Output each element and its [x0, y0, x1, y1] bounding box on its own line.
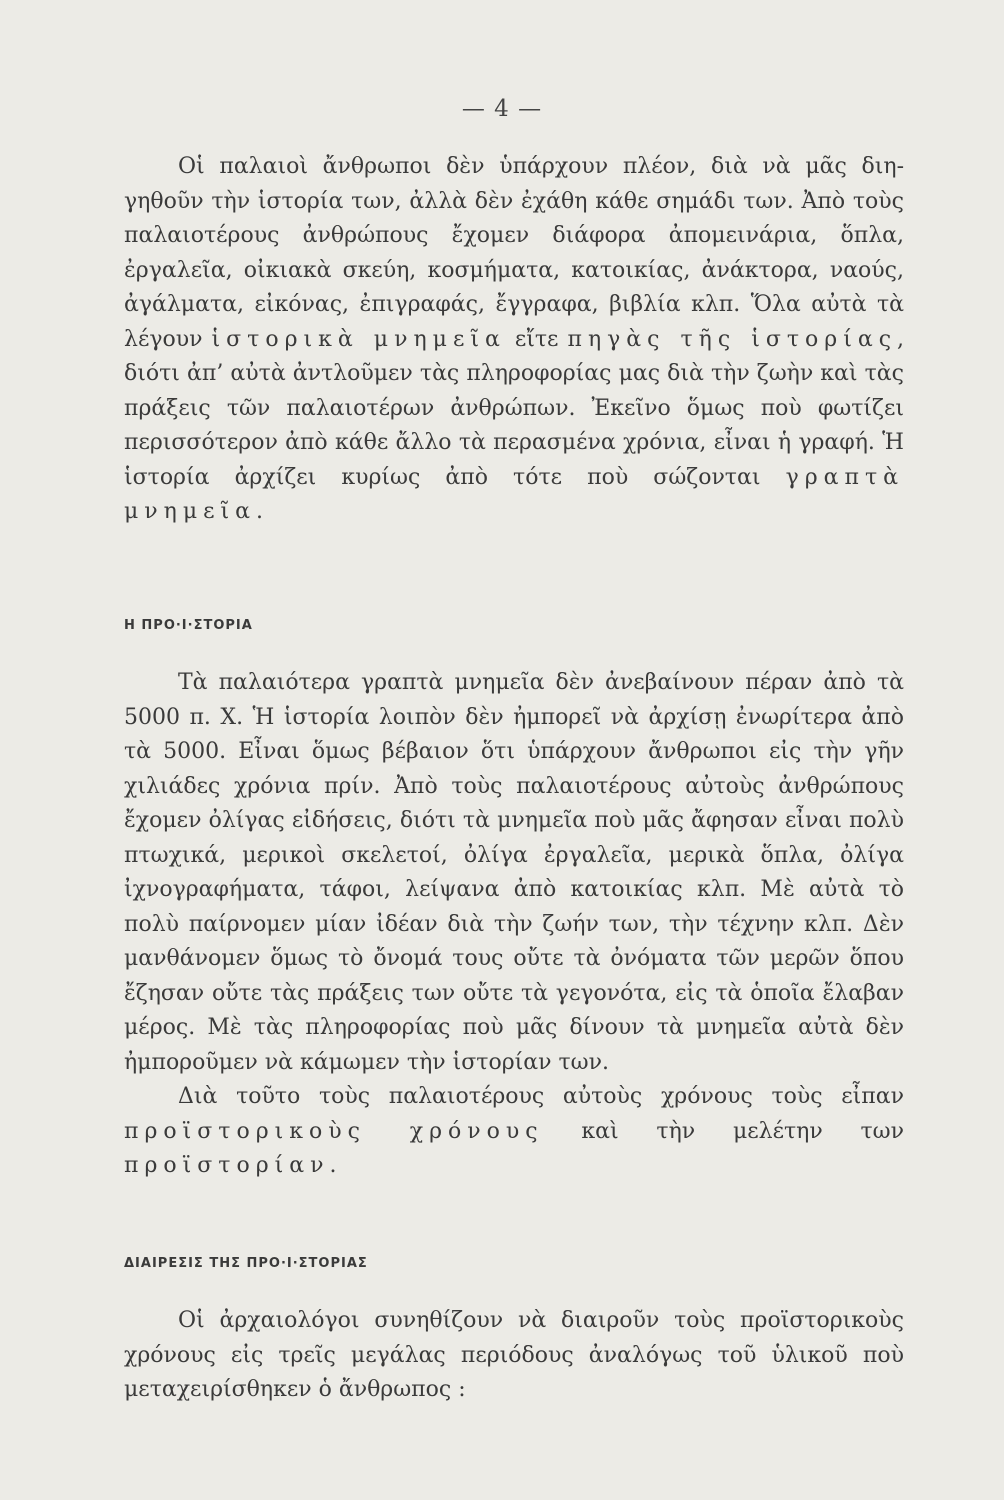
intro-paragraph: [124, 150, 904, 530]
intro-text-end: .: [256, 499, 264, 524]
intro-emphasis-sources-of-history: πηγὰς τῆς ἱστορίας: [567, 326, 898, 352]
prehistory-text-end: .: [329, 1153, 337, 1178]
intro-emphasis-historical-monuments: ἱστορικὰ μνημεῖα: [211, 326, 506, 352]
prehistory-section: [124, 666, 904, 1184]
intro-text-1: Οἱ παλαιοὶ ἄνθρωποι δὲν ὑπάρχουν πλέον, διὰ νὰ μᾶς διηγηθοῦν τὴν ἱστορία των, ἀλλὰ δὲν ἐχάθη κάθε σημάδι των. Ἀπὸ τοὺς παλαιοτέρους ἀνθρώπους ἔχομεν διάφορα ἀπομεινάρια, ὅπλα, ἐργαλεῖα, οἰκιακὰ σκεύη, κοσμήματα, κατοικίας, ἀνάκτορα, ναούς, ἀγάλματα, εἰκόνας, ἐπιγραφάς, ἔγγραφα, βιβλία κλπ. Ὅλα αὐτὰ τὰ λέγουν: [124, 154, 904, 352]
prehistory-heading: Η ΠΡΟ·Ι·ΣΤΟΡΙΑ: [124, 618, 253, 633]
intro-section: [124, 150, 904, 530]
page-number: — 4 —: [461, 96, 543, 122]
divisions-section: [124, 1304, 904, 1408]
prehistory-text-2: καὶ τὴν μελέτην των: [543, 1118, 904, 1144]
prehistory-emphasis-prehistory: προϊστορίαν: [124, 1153, 330, 1178]
prehistory-paragraph-1: Τὰ παλαιότερα γραπτὰ μνημεῖα δὲν ἀνεβαίνουν πέραν ἀπὸ τὰ 5000 π. Χ. Ἡ ἱστορία λοιπὸν δὲν ἠμπορεῖ νὰ ἀρχίσῃ ἐνωρίτερα ἀπὸ τὰ 5000. Εἶναι ὅμως βέβαιον ὅτι ὑπάρχουν ἄνθρωποι εἰς τὴν γῆν χιλιάδες χρόνια πρίν. Ἀπὸ τοὺς παλαιοτέρους αὐτοὺς ἀνθρώπους ἔχομεν ὀλίγας εἰδήσεις, διότι τὰ μνημεῖα ποὺ μᾶς ἄφησαν εἶναι πολὺ πτωχικά, μερικοὶ σκελετοί, ὀλίγα ἐργαλεῖα, μερικὰ ὅπλα, ὀλίγα ἰχνογραφήματα, τάφοι, λείψανα ἀπὸ κατοικίας κλπ. Μὲ αὐτὰ τὸ πολὺ παίρνομεν μίαν ἰδέαν διὰ τὴν ζωήν των, τὴν τέχνην κλπ. Δὲν μανθάνομεν ὅμως τὸ ὄνομά τους οὔτε τὰ ὀνόματα τῶν μερῶν ὅπου ἔζησαν οὔτε τὰς πράξεις των οὔτε τὰ γεγονότα, εἰς τὰ ὁποῖα ἔλαβαν μέρος. Μὲ τὰς πληροφορίας ποὺ μᾶς δίνουν τὰ μνημεῖα αὐτὰ δὲν ἠμποροῦμεν νὰ κάμωμεν τὴν ἱστορίαν των.: [124, 670, 904, 1075]
prehistory-text-1: Διὰ τοῦτο τοὺς παλαιοτέρους αὐτοὺς χρόνους τοὺς εἶπαν: [178, 1084, 904, 1109]
prehistory-emphasis-prehistoric-times: προϊστορικοὺς χρόνους: [124, 1118, 544, 1144]
divisions-paragraph: Οἱ ἀρχαιολόγοι συνηθίζουν νὰ διαιροῦν τοὺς προϊστορικοὺς χρόνους εἰς τρεῖς μεγάλας περιόδους ἀναλόγως τοῦ ὑλικοῦ ποὺ μεταχειρίσθηκεν ὁ ἄνθρωπος :: [124, 1308, 904, 1402]
intro-text-2: εἴτε: [505, 326, 568, 352]
intro-emphasis-written-monuments: γραπτὰ μνημεῖα: [124, 464, 904, 524]
divisions-heading: ΔΙΑΙΡΕΣΙΣ ΤΗΣ ΠΡΟ·Ι·ΣΤΟΡΙΑΣ: [124, 1256, 368, 1271]
prehistory-paragraph-2: [124, 1080, 904, 1184]
intro-text-3: , διότι ἀπ’ αὐτὰ ἀντλοῦμεν τὰς πληροφορίας μας διὰ τὴν ζωὴν καὶ τὰς πράξεις τῶν παλαιοτέρων ἀνθρώπων. Ἐκεῖνο ὅμως ποὺ φωτίζει περισσότερον ἀπὸ κάθε ἄλλο τὰ περασμένα χρόνια, εἶναι ἡ γραφή. Ἡ ἱστορία ἀρχίζει κυρίως ἀπὸ τότε ποὺ σώζονται: [124, 326, 905, 490]
